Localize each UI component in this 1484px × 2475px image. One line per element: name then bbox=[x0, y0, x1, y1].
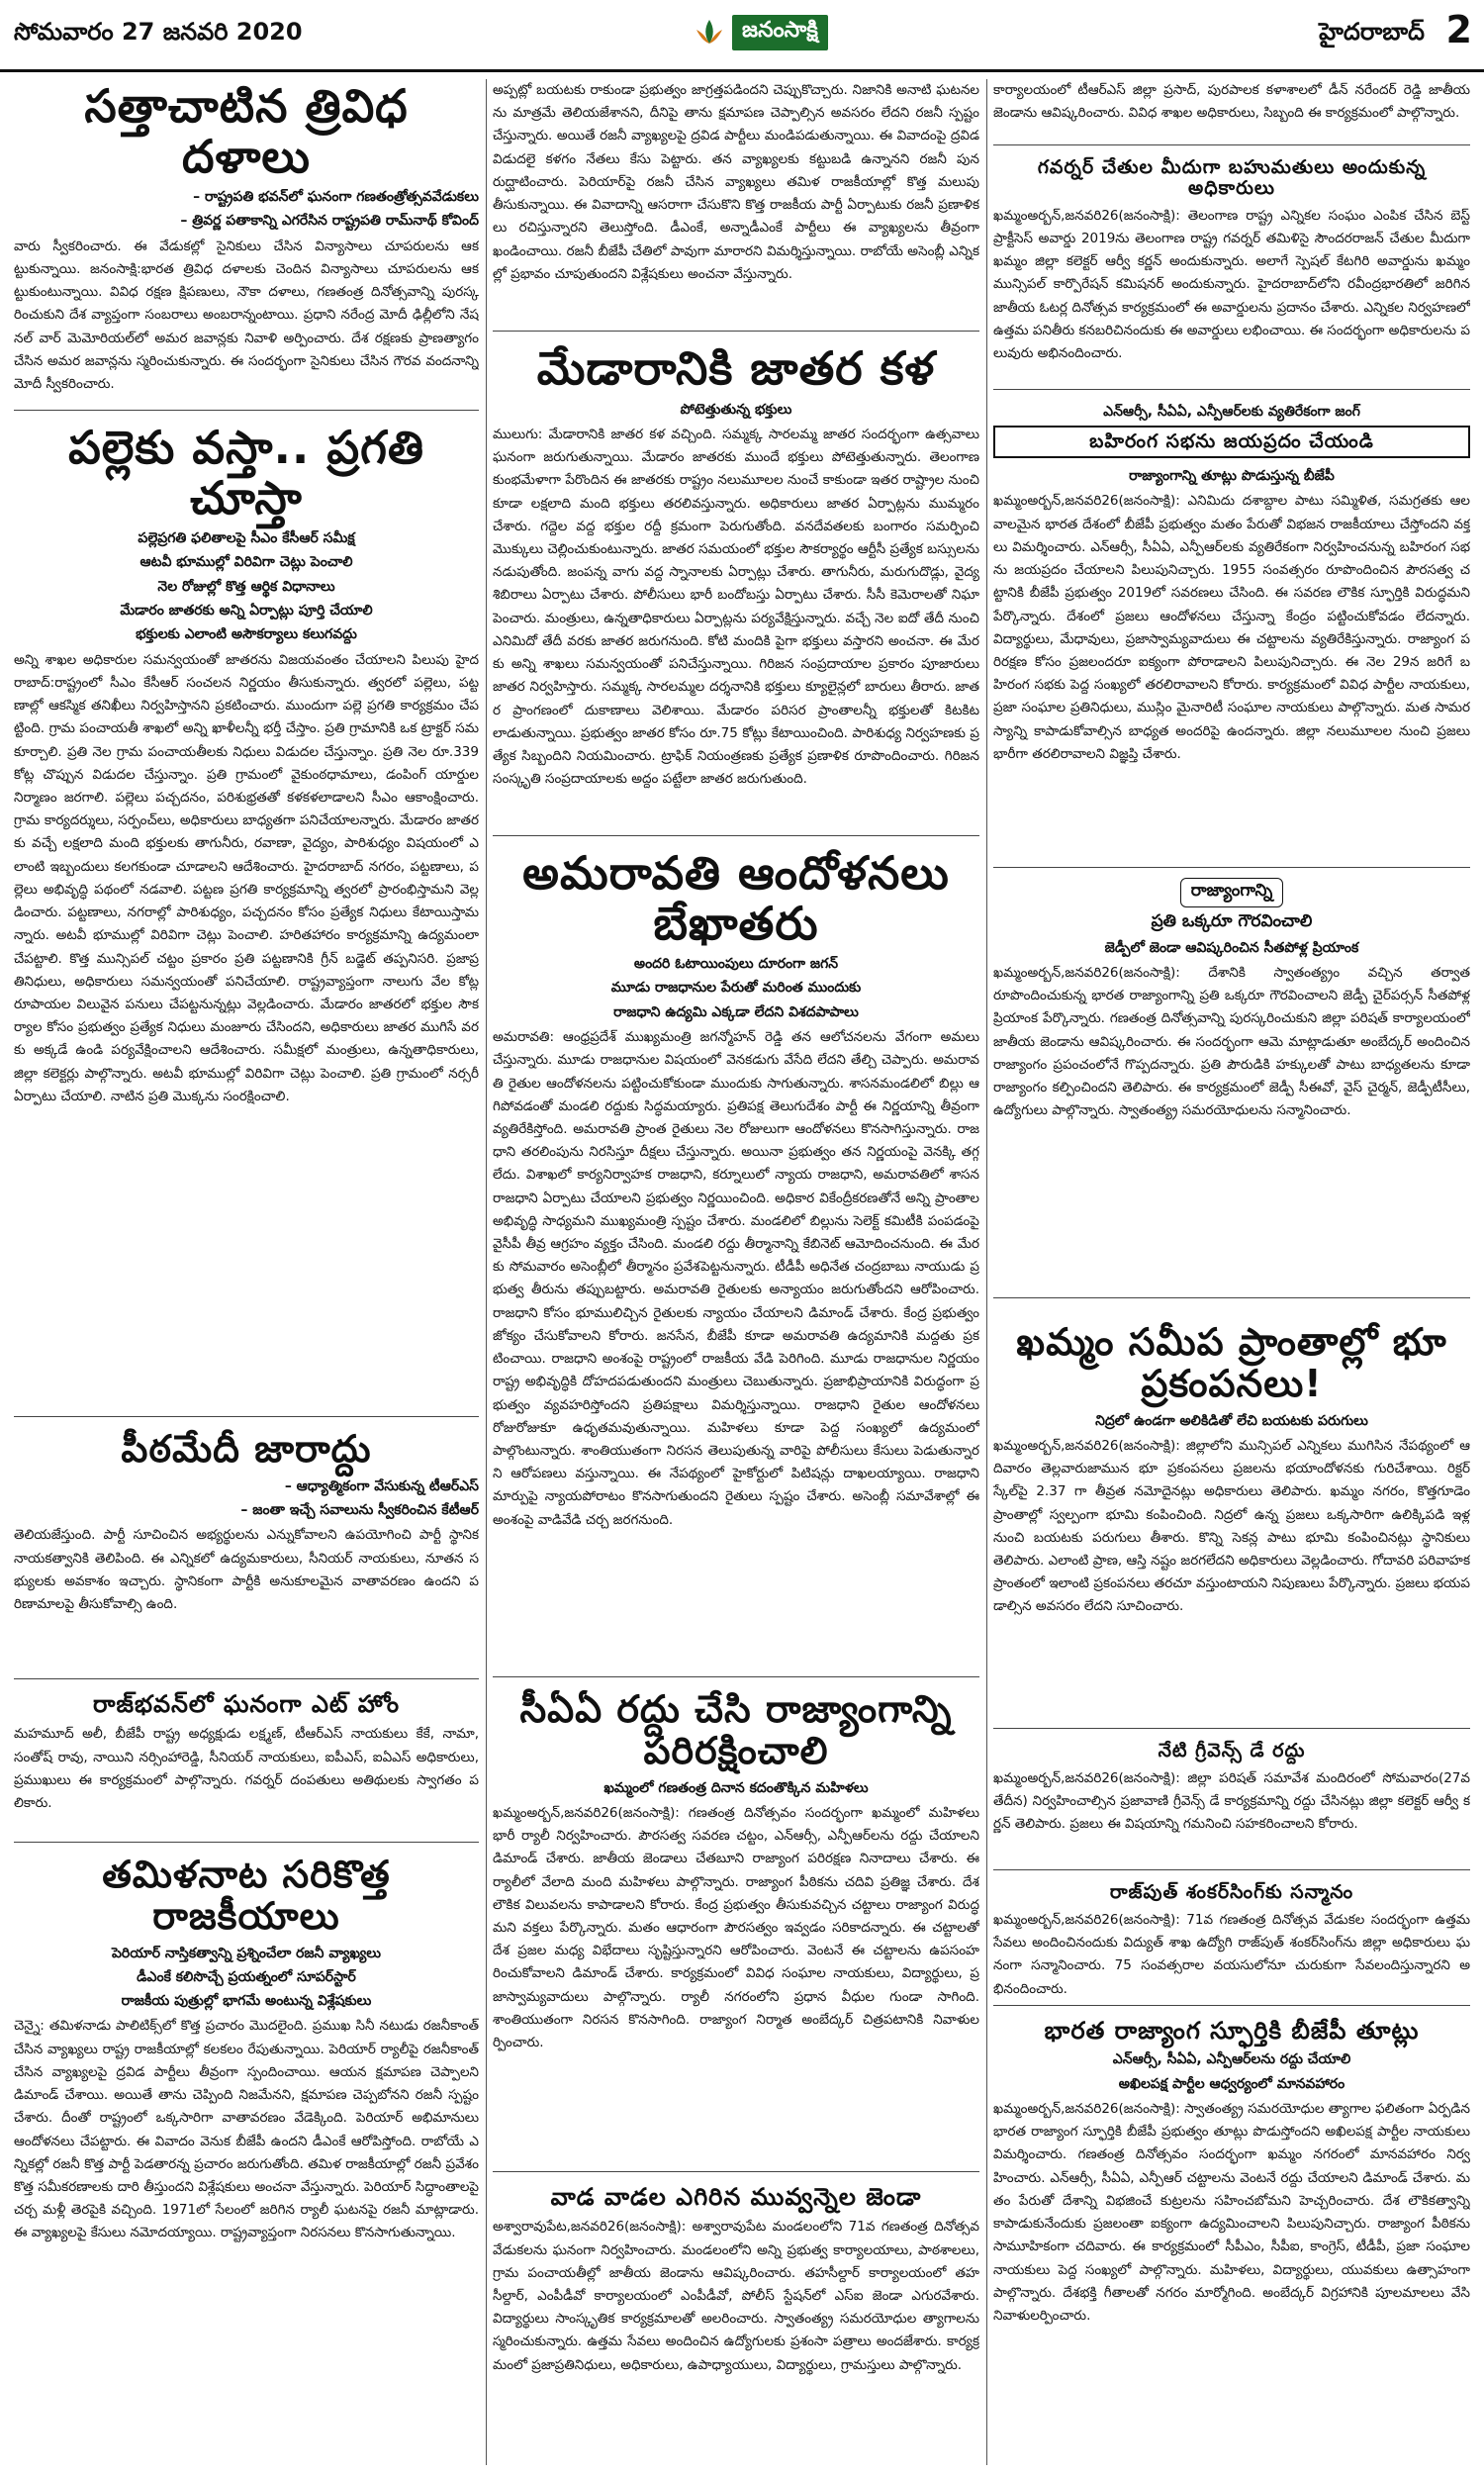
article-body: తెలియజేస్తుంది. పార్టీ సూచించిన అభ్యర్థులను ఎన్నుకోవాలని ఉపయోగించి పార్టీ స్థానిక నాయకత్వానికి తెలిపింది. ఈ ఎన్నికలో ఉద్యమకారులు, సీనియర్ నాయకులు, నూతన సభ్యులకు అవకాశం ఇచ్చారు. స్థానికంగా పార్టీకి అనుకూలమైన వాతావరణం ఉందని పరిణామాలపై తీసుకోవాల్సి ఉంది. bbox=[14, 1527, 479, 1613]
deck: అఖిలపక్ష పార్టీల ఆధ్వర్యంలో మానవహారం bbox=[1118, 2075, 1345, 2092]
headline: భారత రాజ్యాంగ స్ఫూర్తికి బీజేపీ తూట్లు bbox=[1044, 2017, 1420, 2045]
article-body: వారు స్వీకరించారు. ఈ వేడుకల్లో సైనికులు చేసిన విన్యాసాలు చూపరులను ఆకట్టుకున్నాయి. జనంసాక్షి:భారత త్రివిధ దళాలకు చెందిన విన్యాసాలు చూపరులను ఆకట్టుకుంటున్నాయి. వివిధ రక్షణ క్షిపణులు, నౌకా దళాలు, గణతంత్ర దినోత్సవాన్ని పురస్కరించుకుని దేశ వ్యాప్తంగా సంబరాలు అంబరాన్నంటాయి. ప్రధాని నరేంద్ర మోదీ ఢిల్లీలోని నేషనల్ వార్ మెమోరియల్‌లో అమర జవాన్లకు నివాళి అర్పించారు. దేశ రక్షణకు ప్రాణత్యాగం చేసిన అమర జవాన్లను స్మరించుకున్నారు. ఈ సందర్భంగా సైనికులు చేసిన గౌరవ వందనాన్ని మోదీ స్వీకరించారు. bbox=[14, 238, 479, 393]
deck: రాజధాని ఉద్యమి ఎక్కడా లేదని విశదపాపాలు bbox=[613, 1003, 859, 1020]
deck: జెడ్పీలో జెండా ఆవిష్కరించిన సీతపోళ్ల ప్రియాంక bbox=[1104, 939, 1359, 956]
deck: – ఆధ్యాత్మికంగా వేసుకున్న టీఆర్ఎస్ bbox=[284, 1477, 479, 1494]
deck: నిద్రలో ఉండగా అలికిడితో లేచి బయటకు పరుగులు bbox=[1095, 1412, 1368, 1429]
headline: నేటి గ్రీవెన్స్ డే రద్దు bbox=[1158, 1740, 1306, 1761]
headline: అమరావతి ఆందోళనలు బేఖాతరు bbox=[522, 846, 950, 950]
deck: రాజకీయ పుత్రుల్లో భాగమే అంటున్న విశ్లేషకులు bbox=[121, 1993, 372, 2010]
article-body: అశ్వారావుపేట,జనవరి26(జనంసాక్షి): అశ్వారావుపేట మండలంలోని 71వ గణతంత్ర దినోత్సవ వేడుకలను ఘనంగా నిర్వహించారు. మండలంలోని అన్ని ప్రభుత్వ కార్యాలయాలు, పాఠశాలలు, గ్రామ పంచాయతీల్లో జాతీయ జెండాను ఆవిష్కరించారు. తహసీల్దార్ కార్యాలయంలో తహసీల్దార్, ఎంపీడీవో కార్యాలయంలో ఎంపీడీవో, పోలీస్ స్టేషన్‌లో ఎస్ఐ జెండా ఎగురవేశారు. విద్యార్థులు సాంస్కృతిక కార్యక్రమాలతో అలరించారు. స్వాతంత్య్ర సమరయోధుల త్యాగాలను స్మరించుకున్నారు. ఉత్తమ సేవలు అందించిన ఉద్యోగులకు ప్రశంసా పత్రాలు అందజేశారు. కార్యక్రమంలో ప్రజాప్రతినిధులు, అధికారులు, ఉపాధ్యాయులు, విద్యార్థులు, గ్రామస్తులు పాల్గొన్నారు. bbox=[493, 2219, 979, 2373]
column-3 bbox=[993, 79, 1470, 2465]
headline: మేడారానికి జాతర కళ bbox=[536, 341, 936, 395]
deck: ఆటవీ భూముల్లో విరివిగా చెట్లు పెంచాలి bbox=[139, 554, 353, 571]
headline: సీఏఏ రద్దు చేసి రాజ్యాంగాన్ని పరిరక్షించాలి bbox=[519, 1687, 953, 1772]
article-earthquake bbox=[993, 1308, 1470, 1729]
paper-logo bbox=[693, 14, 828, 51]
headline: బహిరంగ సభను జయప్రదం చేయండి bbox=[1089, 430, 1374, 453]
lotus-logo-icon bbox=[693, 16, 726, 49]
headline: గవర్నర్ చేతుల మీదుగా బహుమతులు అందుకున్న అధికారులు bbox=[1037, 156, 1427, 199]
article-constitution-respect bbox=[993, 878, 1470, 1298]
deck: – జంతా ఇచ్చే సవాలును స్వీకరించిన కేటీఆర్ bbox=[240, 1502, 479, 1519]
paper-name: జనంసాక్షి bbox=[732, 15, 828, 50]
deck: డీఎంకే కలిసొచ్చే ప్రయత్నంలో సూపర్‌స్టార్ bbox=[137, 1968, 356, 1985]
edition-city: హైదరాబాద్ bbox=[1319, 18, 1425, 46]
headline: రాజ్యాంగాన్ని bbox=[1180, 878, 1284, 907]
article-body: ఖమ్మంఅర్బన్,జనవరి26(జనంసాక్షి): 71వ గణతంత్ర దినోత్సవ వేడుకల సందర్భంగా ఉత్తమ సేవలు అందించినందుకు విద్యుత్ శాఖ ఉద్యోగి రాజ్‌పుత్ శంకర్‌సింగ్‌ను జిల్లా అధికారులు ఘనంగా సన్మానించారు. 75 సంవత్సరాల వయసులోనూ చురుకుగా సేవలందిస్తున్నారని అభినందించారు. bbox=[993, 1911, 1470, 1997]
article-tricolour bbox=[493, 2182, 979, 2384]
headline: వాడ వాడల ఎగిరిన మువ్వన్నెల జెండా bbox=[550, 2183, 922, 2211]
headline: పల్లెకు వస్తా.. ప్రగతి చూస్తా bbox=[68, 421, 424, 524]
masthead bbox=[0, 0, 1484, 72]
article-body: చెన్నై: తమిళనాడు పాలిటిక్స్‌లో కొత్త ప్రచారం మొదలైంది. ప్రముఖ సినీ నటుడు రజనీకాంత్ చేసిన వ్యాఖ్యలు రాష్ట్ర రాజకీయాల్లో కలకలం రేపుతున్నాయి. పెరియార్ ర్యాలీపై రజనీకాంత్ చేసిన వ్యాఖ్యలపై ద్రవిడ పార్టీలు తీవ్రంగా స్పందించాయి. ఆయన క్షమాపణ చెప్పాలని డిమాండ్ చేశాయి. అయితే తాను చెప్పింది నిజమేనని, క్షమాపణ చెప్పబోనని రజనీ స్పష్టం చేశారు. దీంతో రాష్ట్రంలో ఒక్కసారిగా వాతావరణం వేడెక్కింది. పెరియార్ అభిమానులు ఆందోళనలు చేపట్టారు. ఈ వివాదం వెనుక బీజేపీ ఉందని డీఎంకే ఆరోపిస్తోంది. రాబోయే ఎన్నికల్లో రజనీ కొత్త పార్టీ పెడతారన్న ప్రచారం జరుగుతోంది. తమిళ రాజకీయాల్లో రజనీ ప్రవేశం కొత్త సమీకరణాలకు దారి తీస్తుందని విశ్లేషకులు అంచనా వేస్తున్నారు. పెరియార్ సిద్ధాంతాలపై చర్చ మళ్లీ తెరపైకి వచ్చింది. 1971లో సేలంలో జరిగిన ర్యాలీ ఘటనపై రజనీ మాట్లాడారు. ఈ వ్యాఖ్యలపై కేసులు నమోదయ్యాయి. రాష్ట్రవ్యాప్తంగా నిరసనలు కొనసాగుతున్నాయి. bbox=[14, 2018, 479, 2241]
article-governor-awards bbox=[993, 155, 1470, 390]
column-2 bbox=[493, 79, 979, 2465]
column-rule bbox=[986, 79, 987, 2465]
article-body: ఖమ్మంఅర్బన్,జనవరి26(జనంసాక్షి): జిల్లాలోని మున్సిపల్ ఎన్నికలు ముగిసిన నేపథ్యంలో ఆదివారం తెల్లవారుజామున భూ ప్రకంపనలు ప్రజలను భయాందోళనకు గురిచేశాయి. రిక్టర్ స్కేల్‌పై 2.37 గా తీవ్రత నమోదైనట్లు అధికారులు తెలిపారు. ఖమ్మం నగరం, కొత్తగూడెం ప్రాంతాల్లో స్వల్పంగా భూమి కంపించింది. నిద్రలో ఉన్న ప్రజలు ఒక్కసారిగా ఉలిక్కిపడి ఇళ్ల నుంచి బయటకు పరుగులు తీశారు. కొన్ని సెకన్ల పాటు భూమి కంపించినట్లు స్థానికులు తెలిపారు. ఎలాంటి ప్రాణ, ఆస్తి నష్టం జరగలేదని అధికారులు వెల్లడించారు. గోదావరి పరివాహక ప్రాంతంలో ఇలాంటి ప్రకంపనలు తరచూ వస్తుంటాయని నిపుణులు పేర్కొన్నారు. ప్రజలు భయపడాల్సిన అవసరం లేదని సూచించారు. bbox=[993, 1437, 1470, 1615]
deck: పోటెత్తుతున్న భక్తులు bbox=[680, 401, 792, 418]
headline-label bbox=[993, 878, 1470, 907]
article-body: ఖమ్మంఅర్బన్,జనవరి26(జనంసాక్షి): జిల్లా పరిషత్ సమావేశ మందిరంలో సోమవారం(27వ తేదీన) నిర్వహించాల్సిన ప్రజావాణి గ్రీవెన్స్ డే కార్యక్రమాన్ని రద్దు చేసినట్లు జిల్లా కలెక్టర్ ఆర్వీ కర్ణన్ తెలిపారు. ప్రజలు ఈ విషయాన్ని గమనించి సహకరించాలని కోరారు. bbox=[993, 1769, 1470, 1833]
article-body: ములుగు: మేడారానికి జాతర కళ వచ్చింది. సమ్మక్క సారలమ్మ జాతర సందర్భంగా ఉత్సవాలు ఘనంగా జరుగుతున్నాయి. మేడారం జాతరకు ముందే భక్తులు పోటెత్తుతున్నారు. తెలంగాణ కుంభమేళాగా పేరొందిన ఈ జాతరకు రాష్ట్రం నలుమూలల నుంచే కాకుండా ఇతర రాష్ట్రాల నుంచి కూడా లక్షలాది మంది భక్తులు తరలివస్తున్నారు. అధికారులు జాతర ఏర్పాట్లను ముమ్మరం చేశారు. గద్దెల వద్ద భక్తుల రద్దీ క్రమంగా పెరుగుతోంది. వనదేవతలకు బంగారం సమర్పించి మొక్కులు చెల్లించుకుంటున్నారు. జాతర సమయంలో భక్తుల సౌకర్యార్థం ఆర్టీసీ ప్రత్యేక బస్సులను నడుపుతోంది. జంపన్న వాగు వద్ద స్నానాలకు ఏర్పాట్లు చేశారు. తాగునీరు, మరుగుదొడ్లు, వైద్య శిబిరాలు ఏర్పాటు చేశారు. పోలీసులు భారీ బందోబస్తు ఏర్పాటు చేశారు. సీసీ కెమెరాలతో నిఘా పెంచారు. మంత్రులు, ఉన్నతాధికారులు ఏర్పాట్లను పర్యవేక్షిస్తున్నారు. వచ్చే నెల ఐదో తేదీ నుంచి ఎనిమిదో తేదీ వరకు జాతర జరుగనుంది. కోటి మందికి పైగా భక్తులు వస్తారని అంచనా. ఈ మేరకు అన్ని శాఖలు సమన్వయంతో పనిచేస్తున్నాయి. గిరిజన సంప్రదాయాల ప్రకారం పూజారులు జాతర నిర్వహిస్తారు. సమ్మక్క సారలమ్మల దర్శనానికి భక్తులు క్యూలైన్లలో బారులు తీరారు. జాతర ప్రాంగణంలో దుకాణాలు వెలిశాయి. మేడారం పరిసర ప్రాంతాలన్నీ భక్తులతో కిటకిటలాడుతున్నాయి. ప్రభుత్వం జాతర కోసం రూ.75 కోట్లు కేటాయించింది. పారిశుధ్య నిర్వహణకు ప్రత్యేక సిబ్బందిని నియమించారు. ట్రాఫిక్ నియంత్రణకు ప్రత్యేక ప్రణాళిక రూపొందించారు. గిరిజన సంస్కృతి సంప్రదాయాలకు అద్దం పట్టేలా జాతర జరుగుతుంది. bbox=[493, 426, 979, 788]
headline: పీఠమేదీ జారాద్దు bbox=[121, 1427, 372, 1471]
deck: – రాష్ట్రపతి భవన్‌లో ఘనంగా గణతంత్రోత్సవవేడుకలు bbox=[193, 189, 479, 206]
article-palle-pragathi bbox=[14, 421, 479, 1417]
page-number: 2 bbox=[1445, 8, 1472, 51]
headline: ఖమ్మం సమీప ప్రాంతాల్లో భూ ప్రకంపనలు! bbox=[1016, 1320, 1447, 1405]
deck: నెల రోజుల్లో కొత్త ఆర్థిక విధానాలు bbox=[157, 578, 335, 595]
headline: తమిళనాట సరికొత్త రాజకీయాలు bbox=[102, 1853, 391, 1938]
deck: పెరియార్ నాస్తికత్వాన్ని ప్రశ్నించేలా రజనీ వ్యాఖ్యలు bbox=[111, 1945, 382, 1961]
article-body: అన్ని శాఖల అధికారుల సమన్వయంతో జాతరను విజయవంతం చేయాలని పిలుపు హైదరాబాద్:రాష్ట్రంలో సీఎం కేసీఆర్ సంచలన నిర్ణయం తీసుకున్నారు. త్వరలో పల్లెలు, పట్టణాల్లో ఆకస్మిక తనిఖీలు నిర్వహిస్తానని ప్రకటించారు. ముందుగా పల్లె ప్రగతి కార్యక్రమం చేపట్టింది. గ్రామ పంచాయతీ శాఖలో అన్ని ఖాళీలన్నీ భర్తీ చేస్తాం. ప్రతి గ్రామానికి ఒక ట్రాక్టర్ సమకూర్చాలి. ప్రతి నెల గ్రామ పంచాయతీలకు నిధులు విడుదల చేస్తున్నాం. ప్రతి నెల రూ.339 కోట్ల చొప్పున విడుదల చేస్తున్నాం. ప్రతి గ్రామంలో వైకుంఠధామాలు, డంపింగ్ యార్డుల నిర్మాణం జరగాలి. పల్లెలు పచ్చదనం, పరిశుభ్రతతో కళకళలాడాలని సీఎం ఆకాంక్షించారు. గ్రామ కార్యదర్శులు, సర్పంచ్‌లు, అధికారులు బాధ్యతగా పనిచేయాలన్నారు. మేడారం జాతరకు వచ్చే లక్షలాది మంది భక్తులకు తాగునీరు, రవాణా, వైద్యం, పారిశుధ్యం విషయంలో ఎలాంటి ఇబ్బందులు కలగకుండా చూడాలని ఆదేశించారు. హైదరాబాద్ నగరం, పట్టణాలు, పల్లెలు అభివృద్ధి పథంలో నడవాలి. పట్టణ ప్రగతి కార్యక్రమాన్ని త్వరలో ప్రారంభిస్తామని వెల్లడించారు. పట్టణాలు, నగరాల్లో పారిశుధ్యం, పచ్చదనం కోసం ప్రత్యేక నిధులు కేటాయిస్తామన్నారు. అటవీ భూముల్లో విరివిగా చెట్లు పెంచాలి. హరితహారం కార్యక్రమాన్ని ఉద్యమంలా చేపట్టాలి. కొత్త మున్సిపల్ చట్టం ప్రకారం ప్రతి పట్టణానికి గ్రీన్ బడ్జెట్ తప్పనిసరి. ప్రజాప్రతినిధులు, అధికారులు సమన్వయంతో పనిచేయాలి. రాష్ట్రవ్యాప్తంగా నాలుగు వేల కోట్ల రూపాయల విలువైన పనులు చేపట్టనున్నట్లు వెల్లడించారు. మేడారం జాతరలో భక్తుల సౌకర్యాల కోసం ప్రభుత్వం ప్రత్యేక నిధులు మంజూరు చేసిందని, అధికారులు జాతర ముగిసే వరకు అక్కడే ఉండి పర్యవేక్షించాలని ఆదేశించారు. సమీక్షలో మంత్రులు, ఉన్నతాధికారులు, జిల్లా కలెక్టర్లు పాల్గొన్నారు. అటవీ భూముల్లో విరివిగా చెట్లు పెంచాలి. ప్రతి గ్రామంలో నర్సరీ ఏర్పాటు చేయాలి. నాటిన ప్రతి మొక్కను సంరక్షించాలి. bbox=[14, 651, 479, 1104]
article-body: ఖమ్మంఅర్బన్,జనవరి26(జనంసాక్షి): స్వాతంత్య్ర సమరయోధుల త్యాగాల ఫలితంగా ఏర్పడిన భారత రాజ్యాంగ స్ఫూర్తికి బీజేపీ ప్రభుత్వం తూట్లు పొడుస్తోందని అఖిలపక్ష పార్టీల నాయకులు విమర్శించారు. గణతంత్ర దినోత్సవం సందర్భంగా ఖమ్మం నగరంలో మానవహారం నిర్వహించారు. ఎన్ఆర్సీ, సీఏఏ, ఎన్పీఆర్ చట్టాలను వెంటనే రద్దు చేయాలని డిమాండ్ చేశారు. మతం పేరుతో దేశాన్ని విభజించే కుట్రలను సహించబోమని హెచ్చరించారు. దేశ లౌకికత్వాన్ని కాపాడుకునేందుకు ప్రజలంతా ఐక్యంగా ఉద్యమించాలని పిలుపునిచ్చారు. రాజ్యాంగ పీఠికను సామూహికంగా చదివారు. ఈ కార్యక్రమంలో సీపీఎం, సీపీఐ, కాంగ్రెస్, టీడీపీ, ప్రజా సంఘాల నాయకులు పెద్ద సంఖ్యలో పాల్గొన్నారు. మహిళలు, విద్యార్థులు, యువకులు ఉత్సాహంగా పాల్గొన్నారు. దేశభక్తి గీతాలతో నగరం మార్మోగింది. అంబేద్కర్ విగ్రహానికి పూలమాలలు వేసి నివాళులర్పించారు. bbox=[993, 2100, 1470, 2324]
article-body: మహమూద్ అలీ, బీజేపీ రాష్ట్ర అధ్యక్షుడు లక్ష్మణ్, టీఆర్ఎస్ నాయకులు కేకే, నామా, సంతోష్ రావు, నాయిని నర్సింహారెడ్డి, సీనియర్ నాయకులు, ఐపీఎస్, ఐఏఎస్ అధికారులు, ప్రముఖులు ఈ కార్యక్రమంలో పాల్గొన్నారు. గవర్నర్ దంపతులు అతిథులకు స్వాగతం పలికారు. bbox=[14, 1726, 479, 1812]
column-1 bbox=[14, 79, 479, 2465]
article-body: అప్పట్లో బయటకు రాకుండా ప్రభుత్వం జాగ్రత్తపడిందని చెప్పుకొచ్చారు. నిజానికి అనాటి ఘటనలను మాత్రమే తెలియజేశానని, దీనిపై తాను క్షమాపణ చెప్పాల్సిన అవసరం లేదని రజనీ స్పష్టం చేస్తున్నారు. అయితే రజనీ వ్యాఖ్యలపై ద్రవిడ పార్టీలు మండిపడుతున్నాయి. ఈ వివాదంపై ద్రవిడ విడుదలై కళగం నేతలు కేసు పెట్టారు. తన వ్యాఖ్యలకు కట్టుబడి ఉన్నానని రజనీ పునరుద్ఘాటించారు. పెరియార్‌పై రజనీ చేసిన వ్యాఖ్యలు తమిళ రాజకీయాల్లో కొత్త మలుపు తీసుకున్నాయి. ఈ వివాదాన్ని ఆసరాగా చేసుకొని కొత్త రాజకీయ పార్టీ ఏర్పాటుకు రజనీ ప్రణాళికలు రచిస్తున్నారని తెలుస్తోంది. డీఎంకే, అన్నాడీఎంకే పార్టీలు ఈ వ్యాఖ్యలను తీవ్రంగా ఖండించాయి. రజనీ బీజేపీ చేతిలో పావుగా మారారని విమర్శిస్తున్నాయి. రాబోయే అసెంబ్లీ ఎన్నికల్లో ప్రభావం చూపుతుందని విశ్లేషకులు అంచనా వేస్తున్నారు. bbox=[493, 82, 979, 282]
article-body: ఖమ్మంఅర్బన్,జనవరి26(జనంసాక్షి): తెలంగాణ రాష్ట్ర ఎన్నికల సంఘం ఎంపిక చేసిన బెస్ట్ ప్రాక్టీసెస్ అవార్డు 2019ను తెలంగాణ రాష్ట్ర గవర్నర్ తమిళిసై సౌందరరాజన్ చేతుల మీదుగా ఖమ్మం జిల్లా కలెక్టర్ ఆర్వీ కర్ణన్ అందుకున్నారు. అలాగే స్పెషల్ కేటగిరి అవార్డును ఖమ్మం మున్సిపల్ కార్పొరేషన్ కమిషనర్ అందుకున్నారు. హైదరాబాద్‌లోని రవీంద్రభారతిలో జరిగిన జాతీయ ఓటర్ల దినోత్సవ కార్యక్రమంలో ఈ అవార్డులను ప్రదానం చేశారు. ఎన్నికల నిర్వహణలో ఉత్తమ పనితీరు కనబరిచినందుకు ఈ అవార్డులు లభించాయి. ఈ సందర్భంగా అధికారులను పలువురు అభినందించారు. bbox=[993, 207, 1470, 362]
article-body: అమరావతి: ఆంధ్రప్రదేశ్ ముఖ్యమంత్రి జగన్మోహన్ రెడ్డి తన ఆలోచనలను వేగంగా అమలు చేస్తున్నారు. మూడు రాజధానుల విషయంలో వెనకడుగు వేసేది లేదని తేల్చి చెప్పారు. అమరావతి రైతుల ఆందోళనలను పట్టించుకోకుండా ముందుకు సాగుతున్నారు. శాసనమండలిలో బిల్లు ఆగిపోవడంతో మండలి రద్దుకు సిద్ధమయ్యారు. ప్రతిపక్ష తెలుగుదేశం పార్టీ ఈ నిర్ణయాన్ని తీవ్రంగా వ్యతిరేకిస్తోంది. అమరావతి ప్రాంత రైతులు నెల రోజులుగా ఆందోళనలు కొనసాగిస్తున్నారు. రాజధాని తరలింపును నిరసిస్తూ దీక్షలు చేస్తున్నారు. అయినా ప్రభుత్వం తన నిర్ణయంపై వెనక్కి తగ్గలేదు. విశాఖలో కార్యనిర్వాహక రాజధాని, కర్నూలులో న్యాయ రాజధాని, అమరావతిలో శాసన రాజధాని ఏర్పాటు చేయాలని ప్రభుత్వం నిర్ణయించింది. అధికార వికేంద్రీకరణతోనే అన్ని ప్రాంతాల అభివృద్ధి సాధ్యమని ముఖ్యమంత్రి స్పష్టం చేశారు. మండలిలో బిల్లును సెలెక్ట్ కమిటీకి పంపడంపై వైసీపీ తీవ్ర ఆగ్రహం వ్యక్తం చేసింది. మండలి రద్దు తీర్మానాన్ని కేబినెట్ ఆమోదించనుంది. ఈ మేరకు సోమవారం అసెంబ్లీలో తీర్మానం ప్రవేశపెట్టనున్నారు. టీడీపీ అధినేత చంద్రబాబు నాయుడు ప్రభుత్వ తీరును తప్పుబట్టారు. అమరావతి రైతులకు అన్యాయం జరుగుతోందని ఆరోపించారు. రాజధాని కోసం భూములిచ్చిన రైతులకు న్యాయం చేయాలని డిమాండ్ చేశారు. కేంద్ర ప్రభుత్వం జోక్యం చేసుకోవాలని కోరారు. జనసేన, బీజేపీ కూడా అమరావతి ఉద్యమానికి మద్దతు ప్రకటించాయి. రాజధాని అంశంపై రాష్ట్రంలో రాజకీయ వేడి పెరిగింది. మూడు రాజధానుల నిర్ణయం రాష్ట్ర అభివృద్ధికి దోహదపడుతుందని మంత్రులు చెబుతున్నారు. ప్రజాభిప్రాయానికి విరుద్ధంగా ప్రభుత్వం వ్యవహరిస్తోందని ప్రతిపక్షాలు విమర్శిస్తున్నాయి. రాజధాని రైతుల ఆందోళనలు రోజురోజుకూ ఉధృతమవుతున్నాయి. మహిళలు కూడా పెద్ద సంఖ్యలో ఉద్యమంలో పాల్గొంటున్నారు. శాంతియుతంగా నిరసన తెలుపుతున్న వారిపై పోలీసులు కేసులు పెడుతున్నారని ఆరోపణలు వస్తున్నాయి. ఈ నేపథ్యంలో హైకోర్టులో పిటిషన్లు దాఖలయ్యాయి. రాజధాని మార్పుపై న్యాయపోరాటం కొనసాగుతుందని రైతులు స్పష్టం చేశారు. అసెంబ్లీ సమావేశాల్లో ఈ అంశంపై వాడివేడి చర్చ జరగనుంది. bbox=[493, 1029, 979, 1528]
deck: రాజ్యాంగాన్ని తూట్లు పొడుస్తున్న బీజేపీ bbox=[1129, 468, 1335, 485]
deck: మూడు రాజధానుల పేరుతో మరింత ముందుకు bbox=[610, 980, 862, 997]
article-armed-forces bbox=[14, 79, 479, 411]
article-grievance-cancelled bbox=[993, 1739, 1470, 1870]
deck: అందరి ఓటాయింపులు దూరంగా జగన్ bbox=[633, 956, 839, 973]
article-body: కార్యాలయంలో టీఆర్ఎస్ జిల్లా ప్రసాద్, పురపాలక కళాశాలలో డీన్ నరేందర్ రెడ్డి జాతీయ జెండాను ఆవిష్కరించారు. వివిధ శాఖల అధికారులు, సిబ్బంది ఈ కార్యక్రమంలో పాల్గొన్నారు. bbox=[993, 82, 1470, 122]
article-medaram-jathara bbox=[493, 341, 979, 836]
headline-box bbox=[993, 426, 1470, 458]
headline: సత్తాచాటిన త్రివిధ దళాలు bbox=[84, 79, 409, 183]
article-body: ఖమ్మంఅర్బన్,జనవరి26(జనంసాక్షి): దేశానికి స్వాతంత్య్రం వచ్చిన తర్వాత రూపొందించుకున్న భారత రాజ్యాంగాన్ని ప్రతి ఒక్కరూ గౌరవించాలని జెడ్పీ చైర్‌పర్సన్ సీతపోళ్ల ప్రియాంక పేర్కొన్నారు. గణతంత్ర దినోత్సవాన్ని పురస్కరించుకుని జిల్లా పరిషత్ కార్యాలయంలో జాతీయ జెండాను ఆవిష్కరించారు. ఈ సందర్భంగా ఆమె మాట్లాడుతూ అంబేద్కర్ అందించిన రాజ్యాంగం ప్రపంచంలోనే గొప్పదన్నారు. ప్రతి పౌరుడికి హక్కులతో పాటు బాధ్యతలను కూడా రాజ్యాంగం కల్పించిందని తెలిపారు. ఈ కార్యక్రమంలో జెడ్పీ సీఈవో, వైస్ చైర్మన్, జెడ్పీటీసీలు, ఉద్యోగులు పాల్గొన్నారు. స్వాతంత్య్ర సమరయోధులను సన్మానించారు. bbox=[993, 964, 1470, 1119]
headline: రాజ్‌పుత్ శంకర్‌సింగ్‌కు సన్మానం bbox=[1109, 1881, 1354, 1903]
article-bjp-constitution bbox=[993, 2016, 1470, 2465]
article-body: ఖమ్మంఅర్బన్,జనవరి26(జనంసాక్షి): ఎనిమిదు దశాబ్దాల పాటు సమ్మిళిత, సమగ్రతకు ఆలవాలమైన భారత దేశంలో బీజేపీ ప్రభుత్వం మతం పేరుతో విభజన రాజకీయాలు చేస్తోందని వక్తలు విమర్శించారు. ఎన్ఆర్సీ, సీఏఏ, ఎన్పీఆర్‌లకు వ్యతిరేకంగా నిర్వహించనున్న బహిరంగ సభను జయప్రదం చేయాలని పిలుపునిచ్చారు. 1955 సంవత్సరం రూపొందించిన పౌరసత్వ చట్టానికి బీజేపీ ప్రభుత్వం 2019లో సవరణలు చేసింది. ఈ సవరణ లౌకిక స్ఫూర్తికి విరుద్ధమని పేర్కొన్నారు. దేశంలో ప్రజలు ఆందోళనలు చేస్తున్నా కేంద్రం పట్టించుకోవడం లేదన్నారు. విద్యార్థులు, మేధావులు, ప్రజాస్వామ్యవాదులు ఈ చట్టాలను వ్యతిరేకిస్తున్నారు. రాజ్యాంగ పరిరక్షణ కోసం ప్రజలందరూ ఐక్యంగా పోరాడాలని పిలుపునిచ్చారు. ఈ నెల 29న జరిగే బహిరంగ సభకు పెద్ద సంఖ్యలో తరలిరావాలని కోరారు. కార్యక్రమంలో వివిధ పార్టీల నాయకులు, ప్రజా సంఘాల ప్రతినిధులు, ముస్లిం మైనారిటీ సంఘాల నాయకులు పాల్గొన్నారు. మత సామరస్యాన్ని కాపాడుకోవాల్సిన బాధ్యత అందరిపై ఉందన్నారు. జిల్లా నలుమూలల నుంచి ప్రజలు భారీగా తరలిరావాలని విజ్ఞప్తి చేశారు. bbox=[993, 493, 1470, 762]
issue-date: సోమవారం 27 జనవరి 2020 bbox=[14, 18, 303, 46]
deck: ఎన్ఆర్సీ, సీఏఏ, ఎన్పీఆర్‌లను రద్దు చేయాలి bbox=[1112, 2051, 1351, 2068]
column-rule bbox=[486, 79, 487, 2465]
deck: పల్లెప్రగతి ఫలితాలపై సీఎం కేసీఆర్ సమీక్ష bbox=[138, 530, 355, 547]
article-at-home bbox=[14, 1689, 479, 1843]
article-caa-women-rally bbox=[493, 1687, 979, 2172]
deck: ప్రతి ఒక్కరూ గౌరవించాలి bbox=[1151, 911, 1313, 931]
deck: ఎన్ఆర్సీ, సీఏఏ, ఎన్పీఆర్‌లకు వ్యతిరేకంగా జంగ్ bbox=[1103, 404, 1360, 420]
article-amaravati bbox=[493, 846, 979, 1677]
article-rajini-continued bbox=[493, 79, 979, 332]
deck: – త్రివర్ణ పతాకాన్ని ఎగరేసిన రాష్ట్రపతి రామ్‌నాథ్ కోవింద్ bbox=[180, 213, 479, 230]
deck: మేడారం జాతరకు అన్ని ఏర్పాట్లు పూర్తి చేయాలి bbox=[120, 603, 373, 619]
article-public-meeting bbox=[993, 400, 1470, 868]
article-peetham bbox=[14, 1427, 479, 1679]
article-tamil-politics bbox=[14, 1853, 479, 2411]
article-body: ఖమ్మంఅర్బన్,జనవరి26(జనంసాక్షి): గణతంత్ర దినోత్సవం సందర్భంగా ఖమ్మంలో మహిళలు భారీ ర్యాలీ నిర్వహించారు. పౌరసత్వ సవరణ చట్టం, ఎన్ఆర్సీ, ఎన్పీఆర్‌లను రద్దు చేయాలని డిమాండ్ చేశారు. జాతీయ జెండాలు చేతబూని రాజ్యాంగ పరిరక్షణ నినాదాలు చేశారు. ఈ ర్యాలీలో వేలాది మంది మహిళలు పాల్గొన్నారు. రాజ్యాంగ పీఠికను చదివి ప్రతిజ్ఞ చేశారు. దేశ లౌకిక విలువలను కాపాడాలని కోరారు. కేంద్ర ప్రభుత్వం తీసుకువచ్చిన చట్టాలు రాజ్యాంగ విరుద్ధమని వక్తలు పేర్కొన్నారు. మతం ఆధారంగా పౌరసత్వం ఇవ్వడం సరికాదన్నారు. ఈ చట్టాలతో దేశ ప్రజల మధ్య విభేదాలు సృష్టిస్తున్నారని ఆరోపించారు. వెంటనే ఈ చట్టాలను ఉపసంహరించుకోవాలని డిమాండ్ చేశారు. కార్యక్రమంలో వివిధ సంఘాల నాయకులు, విద్యార్థులు, ప్రజాస్వామ్యవాదులు పాల్గొన్నారు. ర్యాలీ నగరంలోని ప్రధాన వీధుల గుండా సాగింది. శాంతియుతంగా నిరసన కొనసాగింది. రాజ్యాంగ నిర్మాత అంబేద్కర్ చిత్రపటానికి నివాళులర్పించారు. bbox=[493, 1804, 979, 2051]
deck: ఖమ్మంలో గణతంత్ర దినాన కదంతొక్కిన మహిళలు bbox=[603, 1779, 869, 1796]
headline: రాజ్‌భవన్‌లో ఘనంగా ఎట్ హోం bbox=[92, 1690, 401, 1718]
deck: భక్తులకు ఎలాంటి అసౌకర్యాలు కలుగవద్దు bbox=[136, 626, 357, 643]
article-flag-hoisting-continued bbox=[993, 79, 1470, 145]
article-felicitation bbox=[993, 1880, 1470, 2006]
